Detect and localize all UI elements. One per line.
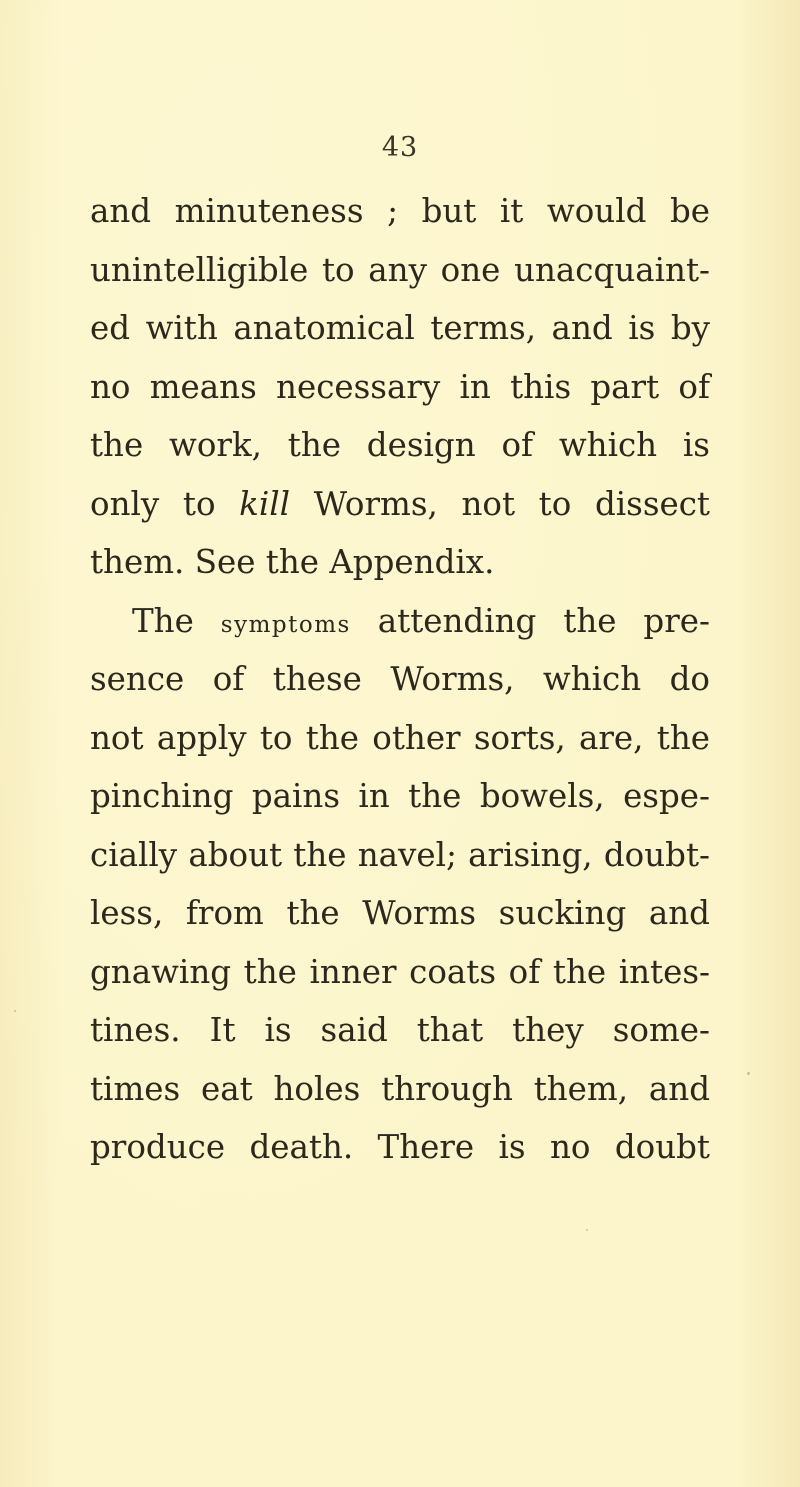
italic-word: kill — [239, 484, 291, 523]
text-line: gnawing the inner coats of the intes- — [90, 952, 710, 991]
text-line: and minuteness ; but it would be — [90, 192, 710, 230]
text-segment: only to — [90, 484, 240, 523]
text-line — [90, 475, 710, 534]
body-text — [90, 182, 710, 1177]
text-line: no means necessary in this part of — [90, 367, 710, 406]
text-segment: Worms, not to dissect — [290, 484, 710, 523]
paper-speck — [14, 1010, 16, 1012]
page-number: 43 — [381, 132, 419, 163]
text-line: cially about the navel; arising, doubt- — [90, 835, 710, 874]
text-line: unintelligible to any one unacquaint- — [90, 250, 710, 289]
text-line: pinching pains in the bowels, espe- — [90, 777, 710, 815]
small-caps-word: symptoms — [220, 611, 351, 638]
text-line: less, from the Worms sucking and — [90, 894, 710, 932]
paper-speck — [586, 1229, 588, 1231]
text-segment: attending the pre- — [350, 601, 710, 640]
text-segment: The — [132, 601, 221, 640]
paragraph-start-line — [90, 592, 710, 651]
text-line: sence of these Worms, which do — [90, 660, 710, 698]
text-line: the work, the design of which is — [90, 426, 710, 464]
text-line: ed with anatomical terms, and is by — [90, 309, 710, 347]
text-line: tines. It is said that they some- — [90, 1011, 710, 1049]
text-line: them. See the Appendix. — [90, 543, 495, 581]
text-line: times eat holes through them, and — [90, 1069, 710, 1108]
text-line: not apply to the other sorts, are, the — [90, 718, 710, 757]
text-line: produce death. There is no doubt — [90, 1128, 710, 1166]
paper-speck — [747, 1072, 750, 1075]
